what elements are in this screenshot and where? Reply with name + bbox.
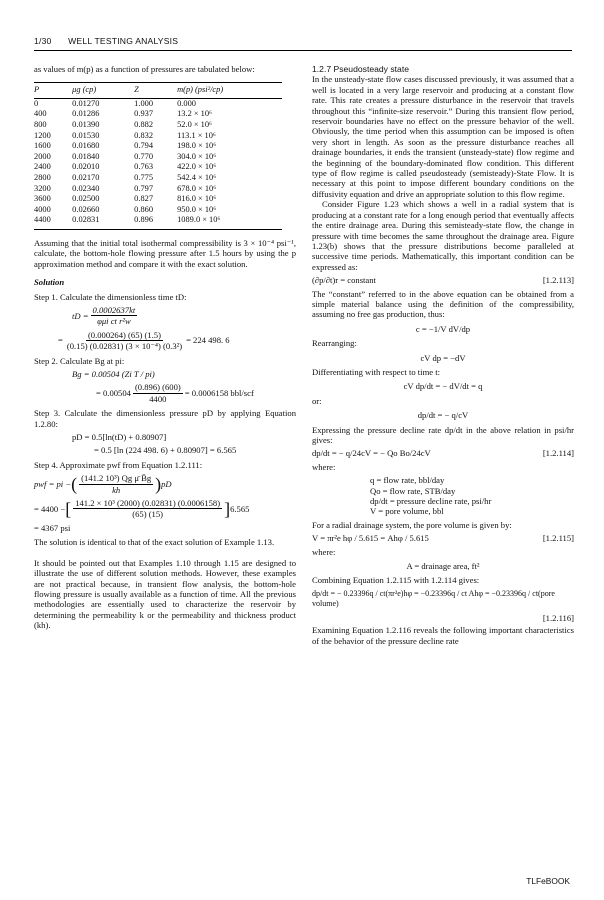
table-header-cell: P [34,83,72,98]
table-cell: 0.896 [134,215,177,229]
expressing-text: Expressing the pressure decline rate dp/dt in the above relation in psi/hr gives: [312,424,574,445]
table-cell: 0.827 [134,194,154,204]
table-cell: 542.4 × 10⁶ [177,172,217,182]
table-header-cell: μg (cp) [72,83,134,98]
table-cell: 0.02831 [72,215,134,229]
step4-eq1-den: kh [112,484,121,495]
eq-1-2-114 [312,448,574,458]
table-cell: 0.01840 [72,151,100,161]
table-cell: 2000 [34,151,51,161]
step1-eq1 [72,305,296,327]
step3-text: Step 3. Calculate the dimensionless pressure pD by applying Equation 1.2.80: [34,408,296,429]
table-cell: 0.937 [134,109,154,119]
differentiating-text: Differentiating with respect to time t: [312,366,440,377]
table-cell: 198.0 × 10⁶ [177,141,217,151]
table-cell: 0.775 [134,172,154,182]
table-row [34,152,282,163]
eq-1-2-115 [312,533,574,543]
table-cell: 800 [34,120,47,129]
table-cell: 1089.0 × 10⁶ [177,215,282,229]
table-row [34,194,282,205]
eq-1-2-116 [312,589,574,610]
table-cell: 52.0 × 10⁶ [177,120,212,129]
combining-text: Combining Equation 1.2.115 with 1.2.114 gives: [312,575,480,586]
table-cell: 113.1 × 10⁶ [177,130,216,140]
running-title: WELL TESTING ANALYSIS [68,36,179,46]
definition-item: q = flow rate, bbl/day [370,475,445,486]
table-cell: 0.01286 [72,109,100,119]
table-row [34,184,282,195]
table-cell: 1.000 [134,98,154,108]
table-row [34,173,282,184]
table-row [34,98,282,109]
table-cell: 2800 [34,172,51,182]
where-label-2: where: [312,546,336,557]
intro-text: as values of m(p) as a function of pressures are tabulated below: [34,64,255,74]
eq116-number: [1.2.116] [542,612,574,623]
table-header-cell: m(p) (psi²/cp) [177,83,282,98]
table-cell: 0 [34,98,39,108]
definition-item: Qo = flow rate, STB/day [370,485,456,496]
table-row [34,205,282,216]
table-cell: 3200 [34,183,51,193]
step2-den: 4400 [149,393,167,404]
eq113-number: [1.2.113] [542,275,574,286]
step1-num: 0.0002637kt [92,304,136,315]
step4-eq2-num: 141.2 × 10³ (2000) (0.02831) (0.0006158) [75,498,221,509]
step1-text: Step 1. Calculate the dimensionless time tD: [34,291,187,302]
table-cell: 0.02010 [72,162,100,172]
table-cell: 678.0 × 10⁶ [177,183,217,193]
step2-num: (0.896) (600) [134,382,181,393]
table-cell: 0.02340 [72,183,100,193]
header-rule [34,50,572,51]
eq-1-2-113 [312,275,574,285]
definitions-list [370,475,574,517]
eq-compressibility: c = −1/V dV/dp [415,323,471,334]
step1-result: = 224 498. 6 [186,335,230,346]
section-heading: 1.2.7 Pseudosteady state [312,64,409,74]
table-row [34,109,282,120]
or-label: or: [312,395,322,406]
step4-text: Step 4. Approximate pwf from Equation 1.2.111: [34,459,203,470]
table-row [34,141,282,152]
where-label: where: [312,461,336,472]
definition-area: A = drainage area, ft² [406,561,480,572]
table-cell: 0.794 [134,141,154,151]
left-column [34,64,296,631]
step1-eq2: = $\frac{(0.000264) (65) (1.5)}{\text{(0.15) (0.02831) (3 × 10⁻⁴) (0.3²)}}$ = 224 498. 6 [58,329,230,352]
table-cell: 0.01390 [72,120,100,129]
table-cell: 4400 [34,215,72,229]
table-cell: 2400 [34,162,51,172]
solution-label: Solution [34,277,65,288]
step4-eq1-lhs: pwf = pi − [34,478,72,489]
conclusion-text: The solution is identical to that of the exact solution of Example 1.13. [34,537,275,548]
eq115-number: [1.2.115] [542,533,574,544]
table-cell: 950.0 × 10⁶ [177,204,217,214]
table-cell: 0.02500 [72,194,100,204]
table-cell: 4000 [34,204,51,214]
table-cell: 1600 [34,141,51,151]
step4-result: = 4367 psi [34,522,71,533]
eq114-body: dp/dt = − q/24cV = − Qo Bo/24cV [312,448,431,459]
table-cell: 0.02170 [72,172,100,182]
step2-eq1: Bg = 0.00504 (Zi T / pi) [72,369,155,379]
table-row [34,162,282,173]
table-cell: 304.0 × 10⁶ [177,151,217,161]
rearranging-label: Rearranging: [312,338,357,349]
step1-den2: (0.15) (0.02831) (3 × 10⁻⁴) (0.3²) [66,341,183,352]
table-cell: 0.797 [134,183,154,193]
eq-rearranged: cV dp = −dV [420,352,466,363]
page-header [34,36,572,46]
definition-item: dp/dt = pressure decline rate, psi/hr [370,496,492,507]
step1-lhs: tD = [72,310,89,321]
table-cell: 0.000 [177,98,196,108]
table-cell: 1200 [34,130,51,140]
eq116-body: dp/dt = − 0.23396q / ct(πr²e)hφ = −0.23396q / ct Ahφ = −0.23396q / ct(pore volume) [312,588,555,609]
table-cell: 0.860 [134,204,154,214]
para3: The “constant” referred to in the above equation can be obtained from a simple material balance using the definition of the compressibility, assuming no free gas production, thus: [312,288,574,320]
table-row [34,131,282,142]
table-cell: 0.832 [134,130,154,140]
table-cell: 0.01530 [72,130,100,140]
step4-eq1-rhs: pD [161,478,172,489]
problem-text: Assuming that the initial total isothermal compressibility is 3 × 10⁻⁴ psi⁻¹, calculate, the bottom-hole flowing pressure after 1.5 hours by using the p approximation method and compare it with the exact solution. [34,237,296,269]
table-cell: 816.0 × 10⁶ [177,194,217,204]
step3-eq1: pD = 0.5[ln(tD) + 0.80907] [72,432,167,443]
step4-eq2-lhs: = 4400 − [34,503,66,514]
definition-item: V = pore volume, bbl [370,506,444,517]
para1: In the unsteady-state flow cases discussed previously, it was assumed that a well is located in a very large reservoir and producing at a constant flow rate. This rate creates a pressure disturbance in the reservoir that travels throughout this “infinite-size reservoir.” During this transient flow period, reservoir boundaries have no effect on the pressure behavior of the well. Obviously, the time period when this assumption can be imposed is often very short in length. As soon as the pressure disturbance reaches all drainage boundaries, it ends the transient (unsteady-state) flow regime and the beginning of the boundary-dominated flow condition. This different type of flow regime is called pseudosteady (semisteady)-State Flow. It is necessary at this point to impose different boundary conditions on the diffusivity equation and drive an appropriate solution to this flow regime. [312,74,574,199]
table-cell: 0.01270 [72,98,100,108]
radial-text: For a radial drainage system, the pore volume is given by: [312,519,512,530]
step2-eq2-a: = 0.00504 [96,388,131,399]
step2-eq2 [96,382,296,404]
table-header-row [34,83,282,98]
para2: Consider Figure 1.23 which shows a well in a radial system that is producing at a constant rate for a long enough period that eventually affects the entire drainage area. During this semisteady-state flow, the change in pressure with time becomes the same throughout the drainage area. Figure 1.23(b) shows that the pressure distributions become paralleled at successive time periods. Mathematically, this important condition can be expressed as: [312,199,574,272]
step4-eq1: pwf = pi − ( $\frac{\text{(141.2 10³) Qg μ̄ B̄g}}{kh}$ ) pD [34,473,172,495]
table-cell: 13.2 × 10⁶ [177,109,212,119]
table-cell: 3600 [34,194,51,204]
table-cell: 422.0 × 10⁶ [177,162,217,172]
table-body [34,98,282,229]
table-cell: 0.882 [134,120,154,129]
table-cell: 0.763 [134,162,154,172]
eq-decline-rate: dp/dt = − q/cV [417,410,469,421]
table-header-cell: Z [134,83,177,98]
step1-num2: (0.000264) (65) (1.5) [87,329,161,340]
pressure-table [34,82,282,230]
table-cell: 400 [34,109,47,119]
final-text: Examining Equation 1.2.116 reveals the following important characteristics of the behavior of the pressure decline rate [312,625,574,646]
right-column [312,64,574,646]
table-row [34,215,282,229]
table-cell: 0.770 [134,151,154,161]
eq114-number: [1.2.114] [542,448,574,459]
table-row [34,120,282,131]
step4-eq2-rhs: 6.565 [230,503,250,514]
eq-differentiated: cV dp/dt = − dV/dt = q [403,381,483,392]
step4-eq2: = 4400 − [ $\frac{\text{141.2 × 10³ (2000) (0.02831) (0.0006158)}}{(65) (15)}$ ] 6.565 [34,498,250,520]
page-number: 1/30 [34,36,52,46]
step1-den: φμi ct r²w [97,316,131,327]
eq113-body: (∂p/∂t)r = constant [312,275,376,286]
footer-watermark: TLFeBOOK [526,876,570,886]
step4-eq1-num: (141.2 10³) Qg μ̄ B̄g [81,473,152,484]
table-cell: 0.01680 [72,141,100,151]
step2-text: Step 2. Calculate Bg at pi: [34,355,125,366]
step2-result: = 0.0006158 bbl/scf [184,388,254,399]
table-cell: 0.02660 [72,204,100,214]
step3-eq2: = 0.5 [ln (224 498. 6) + 0.80907] = 6.565 [94,445,237,456]
step4-eq2-den: (65) (15) [132,509,164,520]
closing-text: It should be pointed out that Examples 1.10 through 1.15 are designed to illustrate the use of different solution methods. However, these examples are not practical because, in transient flow analysis, the bottom-hole flowing pressure is usually available as a function of time. All the previous methodologies are essentially used to characterize the reservoir by determining the permeability k or the permeability and thickness product (kh). [34,557,296,631]
eq115-body: V = πr²e hφ / 5.615 = Ahφ / 5.615 [312,533,429,544]
